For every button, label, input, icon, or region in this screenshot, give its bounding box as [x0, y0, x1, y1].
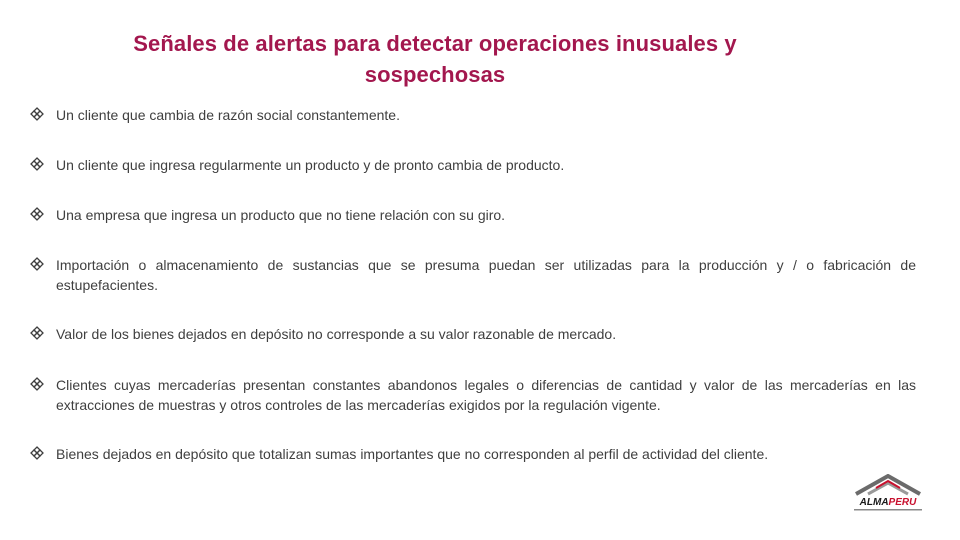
diamond-bullet-icon — [30, 377, 52, 395]
bullet-item — [30, 156, 920, 176]
bullet-text: Clientes cuyas mercaderías presentan constantes abandonos legales o diferencias de cantidad y valor de las mercaderías en las extracciones de muestras y otros controles de las mercaderías exigidos por la regulación vigente. — [56, 377, 916, 413]
bullet-text: Un cliente que ingresa regularmente un producto y de pronto cambia de producto. — [56, 157, 565, 173]
logo-roof-icon — [856, 476, 920, 494]
slide-title: Señales de alertas para detectar operaciones inusuales y sospechosas — [133, 31, 737, 87]
diamond-bullet-icon — [30, 446, 52, 464]
bullet-text: Importación o almacenamiento de sustancias que se presuma puedan ser utilizadas para la producción y / o fabricación de estupefacientes. — [56, 257, 916, 293]
bullet-text: Un cliente que cambia de razón social constantemente. — [56, 107, 400, 123]
diamond-bullet-icon — [30, 326, 52, 344]
bullet-text: Una empresa que ingresa un producto que no tiene relación con su giro. — [56, 207, 506, 223]
bullet-text: Bienes dejados en depósito que totalizan sumas importantes que no corresponden al perfil de actividad del cliente. — [56, 446, 769, 462]
bullet-item — [30, 106, 920, 126]
diamond-bullet-icon — [30, 107, 52, 125]
bullet-item — [30, 256, 920, 295]
bullet-text: Valor de los bienes dejados en depósito no corresponde a su valor razonable de mercado. — [56, 326, 617, 342]
bullet-item — [30, 325, 920, 345]
diamond-bullet-icon — [30, 257, 52, 275]
diamond-bullet-icon — [30, 207, 52, 225]
bullet-item — [30, 206, 920, 226]
bullet-item — [30, 445, 920, 465]
diamond-bullet-icon — [30, 157, 52, 175]
almaperu-logo — [848, 474, 928, 514]
svg-text:ALMAPERU: ALMAPERU — [859, 497, 917, 508]
bullet-item — [30, 376, 920, 415]
